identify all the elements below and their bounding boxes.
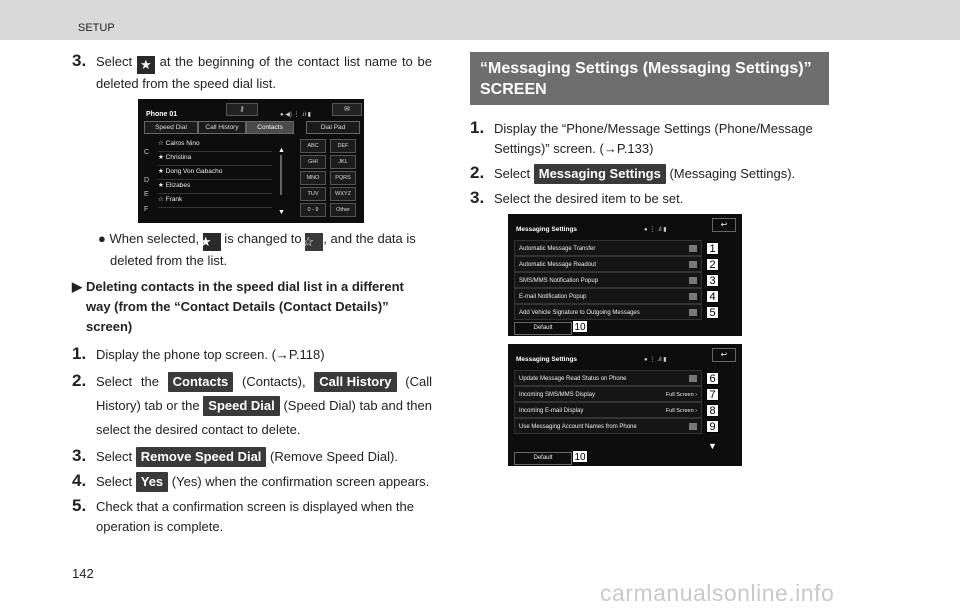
checkbox-icon	[689, 309, 697, 316]
back-icon: ↩	[712, 348, 736, 362]
step-number: 5.	[72, 496, 87, 515]
step-3	[72, 52, 432, 94]
row-label: SMS/MMS Notification Popup	[519, 278, 599, 284]
callout-number: 2	[706, 258, 719, 271]
right-column	[470, 52, 832, 466]
row-value: Full Screen ›	[665, 392, 697, 398]
page-number: 142	[72, 566, 94, 581]
mail-icon: ✉	[332, 103, 362, 116]
status-icon: ● ⋮ .ıl ▮	[644, 227, 667, 233]
scroll-down-icon: ▼	[708, 441, 717, 451]
index-key: DEF	[330, 139, 356, 153]
index-key: WXYZ	[330, 187, 356, 201]
contact-row	[158, 137, 272, 152]
callout-number: 1	[706, 242, 719, 255]
row-value: Full Screen ›	[665, 408, 697, 414]
step-text: Select the desired item to be set.	[494, 191, 684, 206]
contact-row	[158, 165, 272, 180]
filled-star-icon: ★	[137, 56, 155, 74]
step-2	[470, 164, 832, 184]
step-text: (Yes) when the confirmation screen appears.	[168, 474, 430, 489]
callout-number: 4	[706, 290, 719, 303]
subheading	[72, 277, 432, 337]
messaging-settings-screen-2	[508, 344, 742, 466]
scroll-down-icon: ▼	[278, 209, 285, 216]
filled-star-icon: ★	[203, 233, 221, 251]
checkbox-icon	[689, 423, 697, 430]
step-number: 2.	[72, 371, 87, 390]
settings-row	[514, 304, 702, 320]
index-letter: F	[144, 206, 149, 213]
index-letter: D	[144, 177, 150, 184]
index-letter: C	[144, 149, 150, 156]
checkbox-icon	[689, 293, 697, 300]
bullet-note: ● When selected, ★ is changed to ☆ , and the data is deleted from the list.	[98, 231, 416, 268]
contacts-button-label: Contacts	[168, 372, 234, 392]
empty-star-icon: ☆	[305, 233, 323, 251]
page-header	[0, 0, 960, 40]
contact-row	[158, 179, 272, 194]
checkbox-icon	[689, 245, 697, 252]
checkbox-icon	[689, 277, 697, 284]
call-history-button-label: Call History	[314, 372, 396, 392]
index-key: MNO	[300, 171, 326, 185]
callout-number: 6	[706, 372, 719, 385]
callout-number: 8	[706, 404, 719, 417]
contact-row	[158, 151, 272, 166]
step-3b	[72, 447, 432, 467]
remove-speed-dial-button-label: Remove Speed Dial	[136, 447, 267, 467]
subheading-text: Deleting contacts in the speed dial list in a different way (from the “Contact Details (Contact Details)” screen)	[86, 279, 404, 334]
row-label: E-mail Notification Popup	[519, 294, 587, 300]
row-label: Add Vehicle Signature to Outgoing Messages	[519, 310, 640, 316]
messaging-settings-screen-1	[508, 214, 742, 336]
step-number: 3.	[72, 446, 87, 465]
settings-row	[514, 418, 702, 434]
step-3	[470, 189, 832, 209]
step-text: Select	[96, 54, 137, 69]
row-label: Automatic Message Transfer	[519, 246, 596, 252]
index-key: GHI	[300, 155, 326, 169]
callout-number: 9	[706, 420, 719, 433]
filled-star-icon: ★	[158, 168, 164, 175]
step-text: Select	[96, 449, 136, 464]
left-column	[72, 52, 432, 542]
scroll-up-icon: ▲	[278, 147, 285, 154]
screen-title: Messaging Settings	[516, 356, 578, 363]
step-text: at the beginning of the contact list name to be deleted from the speed dial list.	[96, 54, 432, 91]
yes-button-label: Yes	[136, 472, 168, 492]
back-icon: ↩	[712, 218, 736, 232]
step-text: Select the	[96, 374, 168, 389]
empty-star-icon: ☆	[158, 196, 164, 203]
callout-number: 3	[706, 274, 719, 287]
index-key: 0 - 9	[300, 203, 326, 217]
contact-name: Calros Nino	[165, 140, 200, 147]
note-text: is changed to	[220, 231, 306, 246]
speed-dial-button-label: Speed Dial	[203, 396, 279, 416]
row-label: Update Message Read Status on Phone	[519, 376, 627, 382]
callout-number: 10	[572, 320, 588, 333]
note-text: When selected,	[109, 231, 203, 246]
index-key: TUV	[300, 187, 326, 201]
step-text: (Messaging Settings).	[665, 166, 796, 181]
step-text: Display the “Phone/Message Settings (Phone/Message Settings)” screen. (→P.133)	[494, 121, 813, 156]
section-title: “Messaging Settings (Messaging Settings)” SCREEN	[470, 52, 829, 105]
tab-dial-pad: Dial Pad	[306, 121, 360, 134]
step-text: Display the phone top screen. (→P.118)	[96, 347, 325, 362]
callout-number: 7	[706, 388, 719, 401]
phone-contacts-screenshot	[138, 99, 364, 223]
row-label: Incoming E-mail Display	[519, 408, 584, 414]
default-button: Default	[514, 452, 572, 465]
status-icon: ● ⋮ .ıl ▮	[644, 357, 667, 363]
row-label: Use Messaging Account Names from Phone	[519, 424, 637, 430]
contact-name: Frank	[165, 196, 183, 203]
empty-star-icon: ☆	[158, 140, 164, 147]
step-number: 4.	[72, 471, 87, 490]
settings-row	[514, 370, 702, 386]
step-number: 3.	[72, 51, 87, 70]
index-key: ABC	[300, 139, 326, 153]
checkbox-icon	[689, 261, 697, 268]
contact-name: Elizabes	[165, 182, 191, 189]
screen-title: Messaging Settings	[516, 226, 578, 233]
settings-row	[514, 272, 702, 288]
step-number: 2.	[470, 163, 485, 182]
contact-row	[158, 193, 272, 208]
step-1	[470, 119, 832, 159]
step-text: Check that a confirmation screen is displayed when the operation is complete.	[96, 499, 414, 534]
contact-name: Dong Von Gabacho	[165, 168, 223, 175]
phone-title: Phone 01	[146, 111, 178, 118]
step-5	[72, 497, 432, 537]
step-text: Select	[494, 166, 534, 181]
key-icon: ⚷	[226, 103, 258, 116]
step-number: 1.	[72, 344, 87, 363]
section-label: SETUP	[78, 22, 115, 34]
settings-row	[514, 256, 702, 272]
watermark: carmanualsonline.info	[600, 580, 835, 606]
step-number: 1.	[470, 118, 485, 137]
index-key: PQRS	[330, 171, 356, 185]
contact-name: Christina	[165, 154, 192, 161]
row-label: Incoming SMS/MMS Display	[519, 392, 596, 398]
step-text: (Remove Speed Dial).	[266, 449, 398, 464]
step-4	[72, 472, 432, 492]
index-key: JKL	[330, 155, 356, 169]
row-label: Automatic Message Readout	[519, 262, 597, 268]
step-2	[72, 370, 432, 442]
step-1	[72, 345, 432, 365]
index-letter: E	[144, 191, 149, 198]
settings-row	[514, 386, 702, 402]
settings-row	[514, 288, 702, 304]
default-button: Default	[514, 322, 572, 335]
settings-row	[514, 240, 702, 256]
sound-icon: ● ◀) ⋮ .ıl ▮	[280, 112, 311, 118]
checkbox-icon	[689, 375, 697, 382]
step-text: Select	[96, 474, 136, 489]
settings-row	[514, 402, 702, 418]
filled-star-icon: ★	[158, 182, 164, 189]
callout-number: 5	[706, 306, 719, 319]
step-text: (Call History) tab or the	[96, 374, 432, 413]
index-key: Other	[330, 203, 356, 217]
tab-call-history: Call History	[198, 121, 246, 134]
tab-contacts: Contacts	[246, 121, 294, 134]
step-text: (Contacts),	[233, 374, 315, 389]
scrollbar	[280, 155, 282, 195]
callout-number: 10	[572, 450, 588, 463]
step-number: 3.	[470, 188, 485, 207]
step-text: (Speed Dial) tab and then select the desired contact to delete.	[96, 398, 432, 437]
triangle-right-icon: ▶	[72, 279, 82, 294]
messaging-settings-button-label: Messaging Settings	[534, 164, 666, 184]
note-text: , and the data is deleted from the list.	[110, 231, 416, 268]
filled-star-icon: ★	[158, 154, 164, 161]
tab-speed-dial: Speed Dial	[144, 121, 198, 134]
